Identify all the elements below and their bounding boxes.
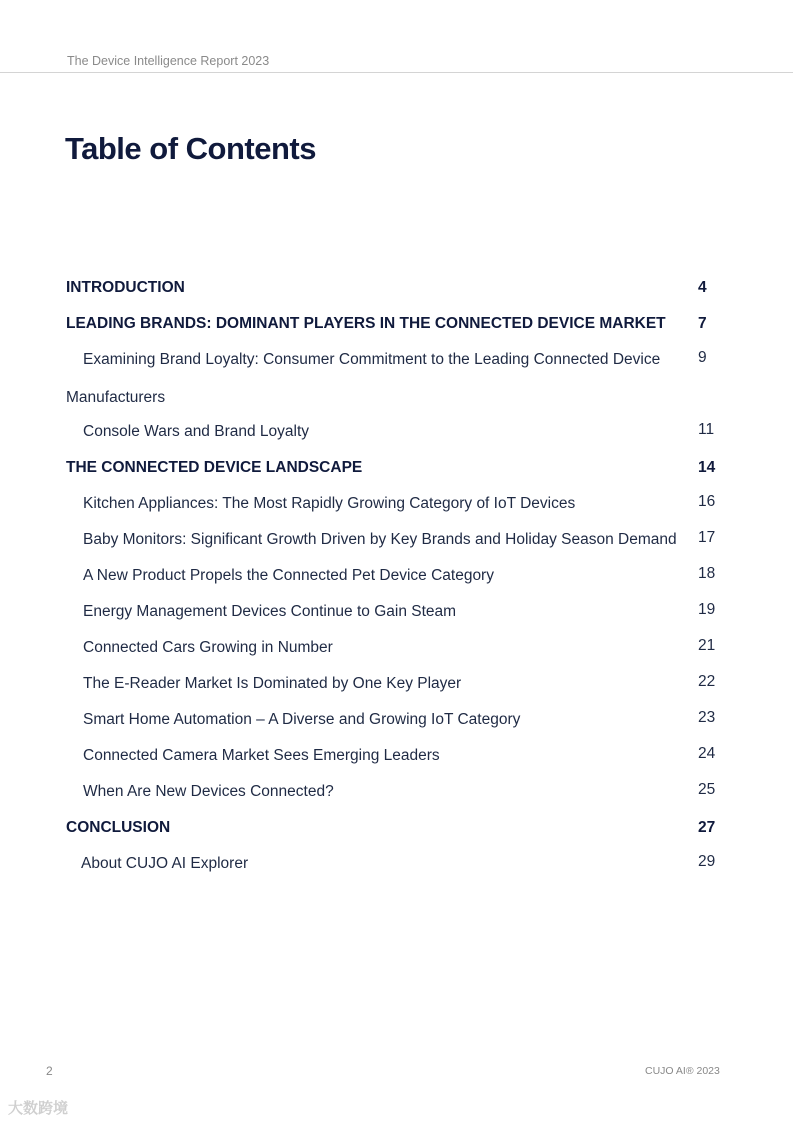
toc-page: 21 [698, 637, 716, 654]
toc-entry[interactable] [0, 819, 793, 855]
toc-entry-continuation[interactable] [0, 387, 793, 423]
toc-page: 7 [698, 315, 707, 332]
toc-page: 16 [698, 493, 716, 510]
toc-label: LEADING BRANDS: DOMINANT PLAYERS IN THE CONNECTED DEVICE MARKET [66, 315, 666, 332]
toc-label: INTRODUCTION [66, 279, 185, 296]
toc-label: Connected Cars Growing in Number [83, 639, 333, 656]
toc-page: 19 [698, 601, 716, 618]
toc-entry[interactable] [0, 567, 793, 603]
toc-entry[interactable] [0, 531, 793, 567]
toc-page: 4 [698, 279, 707, 296]
toc-label: Kitchen Appliances: The Most Rapidly Growing Category of IoT Devices [83, 495, 576, 512]
toc-page: 29 [698, 853, 716, 870]
report-header: The Device Intelligence Report 2023 [67, 54, 270, 68]
toc-entry[interactable] [0, 639, 793, 675]
toc-entry[interactable] [0, 747, 793, 783]
toc-label: The E-Reader Market Is Dominated by One Key Player [83, 675, 462, 692]
toc-page: 22 [698, 673, 716, 690]
toc-label: Manufacturers [66, 389, 166, 406]
toc-entry[interactable] [0, 279, 793, 315]
page-number: 2 [46, 1064, 53, 1078]
toc-entry[interactable] [0, 315, 793, 351]
table-of-contents [0, 279, 793, 891]
header-divider [0, 72, 793, 73]
toc-label: About CUJO AI Explorer [81, 855, 249, 872]
toc-entry[interactable] [0, 495, 793, 531]
toc-label: Connected Camera Market Sees Emerging Leaders [83, 747, 440, 764]
toc-entry[interactable] [0, 675, 793, 711]
watermark: 大数跨境 [8, 1100, 69, 1117]
toc-page: 14 [698, 459, 716, 476]
toc-label: THE CONNECTED DEVICE LANDSCAPE [66, 459, 363, 476]
toc-page: 27 [698, 819, 716, 836]
toc-entry[interactable] [0, 855, 793, 891]
toc-label: Energy Management Devices Continue to Gain Steam [83, 603, 457, 620]
toc-entry[interactable] [0, 459, 793, 495]
toc-entry[interactable] [0, 351, 793, 387]
toc-label: Console Wars and Brand Loyalty [83, 423, 310, 440]
toc-entry[interactable] [0, 711, 793, 747]
toc-label: Smart Home Automation – A Diverse and Growing IoT Category [83, 711, 521, 728]
toc-label: Examining Brand Loyalty: Consumer Commitment to the Leading Connected Device [83, 351, 661, 368]
toc-page: 11 [698, 421, 715, 438]
toc-label: CONCLUSION [66, 819, 171, 836]
toc-page: 24 [698, 745, 716, 762]
toc-entry[interactable] [0, 423, 793, 459]
toc-label: A New Product Propels the Connected Pet Device Category [83, 567, 494, 584]
toc-label: Baby Monitors: Significant Growth Driven by Key Brands and Holiday Season Demand [83, 531, 677, 548]
toc-page: 17 [698, 529, 716, 546]
page-title: Table of Contents [65, 131, 316, 166]
toc-page: 23 [698, 709, 716, 726]
toc-entry[interactable] [0, 603, 793, 639]
footer-copyright: CUJO AI® 2023 [645, 1065, 720, 1077]
toc-page: 18 [698, 565, 716, 582]
toc-label: When Are New Devices Connected? [83, 783, 334, 800]
toc-page: 9 [698, 349, 707, 366]
toc-page: 25 [698, 781, 716, 798]
toc-entry[interactable] [0, 783, 793, 819]
